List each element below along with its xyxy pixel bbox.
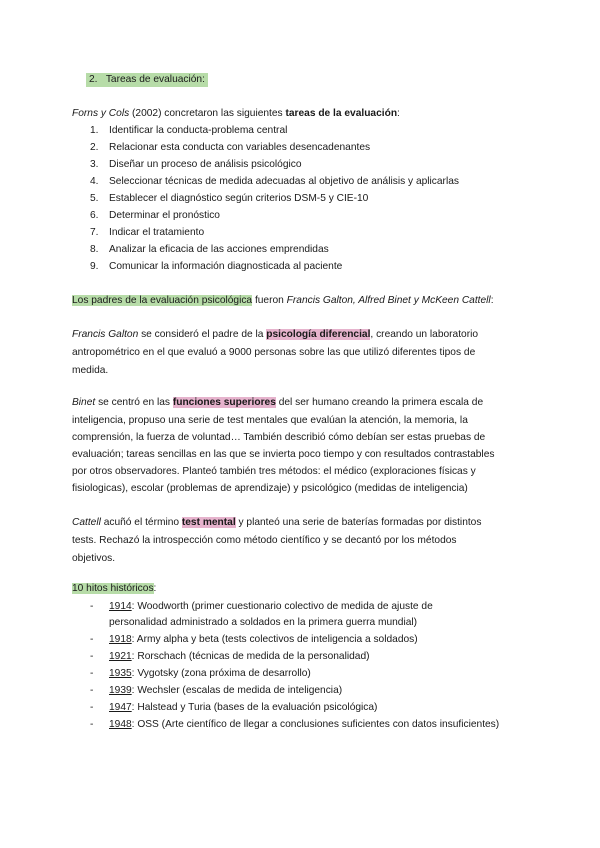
binet-term: funciones superiores — [172, 397, 276, 408]
list-item: 8. Analizar la eficacia de las acciones emprendidas — [90, 244, 329, 255]
list-item: 9. Comunicar la información diagnosticada al paciente — [90, 261, 343, 272]
list-item: 1. Identificar la conducta-problema central — [90, 125, 288, 136]
milestones-heading: 10 hitos históricos: — [72, 583, 157, 594]
list-item: 5. Establecer el diagnóstico según criterios DSM-5 y CIE-10 — [90, 193, 369, 204]
cattell-term: test mental — [181, 517, 236, 528]
section-heading — [86, 73, 208, 87]
list-item: 7. Indicar el tratamiento — [90, 227, 205, 238]
list-item: 4. Seleccionar técnicas de medida adecuadas al objetivo de análisis y aplicarlas — [90, 176, 459, 187]
list-item: 3. Diseñar un proceso de análisis psicológico — [90, 159, 302, 170]
fathers-sentence: Los padres de la evaluación psicológica fueron Francis Galton, Alfred Binet y McKeen Cattell: — [72, 295, 494, 306]
milestone-year: 1948 — [109, 719, 132, 730]
fathers-highlight: Los padres de la evaluación psicológica — [72, 295, 253, 306]
list-item: - 1939: Wechsler (escalas de medida de inteligencia) — [90, 685, 343, 696]
fathers-names: Francis Galton, Alfred Binet y McKeen Cattell — [286, 295, 491, 306]
list-item: 2. Relacionar esta conducta con variables desencadenantes — [90, 142, 371, 153]
intro-authors: Forns y Cols — [72, 108, 130, 119]
section-title: Tareas de evaluación: — [105, 74, 205, 85]
milestone-year: 1921 — [109, 651, 132, 662]
galton-name: Francis Galton — [72, 329, 139, 340]
cattell-name: Cattell — [72, 517, 101, 528]
list-item: - 1947: Halstead y Turia (bases de la evaluación psicológica) — [90, 702, 378, 713]
list-item: - 1918: Army alpha y beta (tests colectivos de inteligencia a soldados) — [90, 634, 418, 645]
list-item: - 1948: OSS (Arte científico de llegar a conclusiones suficientes con datos insuficientes) — [90, 719, 500, 730]
milestone-year: 1935 — [109, 668, 132, 679]
list-item: - 1935: Vygotsky (zona próxima de desarrollo) — [90, 668, 311, 679]
list-item: - 1914: Woodworth (primer cuestionario colectivo de medida de ajuste de — [90, 601, 433, 612]
list-item: 6. Determinar el pronóstico — [90, 210, 220, 221]
intro-sentence: Forns y Cols (2002) concretaron las siguientes tareas de la evaluación: — [72, 108, 400, 119]
milestone-year: 1914 — [109, 601, 132, 612]
intro-year: (2002) concretaron las siguientes — [129, 108, 286, 119]
intro-bold: tareas de la evaluación — [285, 108, 398, 119]
document-page: 2. Tareas de evaluación: Forns y Cols (2002) concretaron las siguientes tareas de la evaluación: 1. Identificar la conducta-problema central 2. Relacionar esta conducta con variables desencadenantes 3. Diseñar un proceso de análisis psicológico 4. Seleccionar técnicas de medida adecuadas al objetivo de análisis y aplicarlas 5. Establecer el diagnóstico según criterios DSM-5 y CIE-10 6. Determinar el pronóstico 7. Indicar el tratamiento 8. Analizar la eficacia de las acciones emprendidas 9. Comunicar la información diagnosticada al paciente Los padres de la evaluación psicológica fueron Francis Galton, Alfred Binet y McKeen Cattell: Francis Galton se consideró el padre de la psicología diferencial, creando un laboratorio antropométrico en el que evaluó a 9000 personas sobre las que utilizó diferentes tipos de medida. Binet se centró en las funciones superiores del ser humano creando la primera escala de inteligencia, propuso una serie de test mentales que evalúan la atención, la memoria, la comprensión, la fuerza de voluntad… También describió cómo debían ser estas pruebas de evaluación; tareas sencillas en las que se invierta poco tiempo y con resultados contrastables por otros observadores. Planteó también tres métodos: el médico (exploraciones físicas y fisiologicas), escolar (problemas de aprendizaje) y psicológico (medidas de inteligencia) Cattell acuñó el término test mental y planteó una serie de baterías formadas por distintos tests. Rechazó la introspección como método científico y se decantó por los métodos objetivos. 10 hitos históricos: - 1914: Woodworth (primer cuestionario colectivo de medida de ajuste de personalidad administrado a soldados en la primera guerra mundial) - 1918: Army alpha y beta (tests colectivos de inteligencia a soldados) - 1921: Rorschach (técnicas de medida de la personalidad) - 1935: Vygotsky (zona próxima de desarrollo) - 1939: Wechsler (escalas de medida de inteligencia) - 1947: Halstead y Turia (bases de la evaluación psicológica) - 1948: OSS (Arte científico de llegar a conclusiones suficientes con datos insuficientes) — [72, 74, 500, 730]
list-item: - 1921: Rorschach (técnicas de medida de la personalidad) — [90, 651, 370, 662]
binet-name: Binet — [72, 397, 96, 408]
galton-term: psicología diferencial — [266, 329, 371, 340]
milestone-year: 1939 — [109, 685, 132, 696]
milestone-year: 1918 — [109, 634, 132, 645]
milestone-year: 1947 — [109, 702, 132, 713]
section-number: 2. — [89, 74, 98, 85]
